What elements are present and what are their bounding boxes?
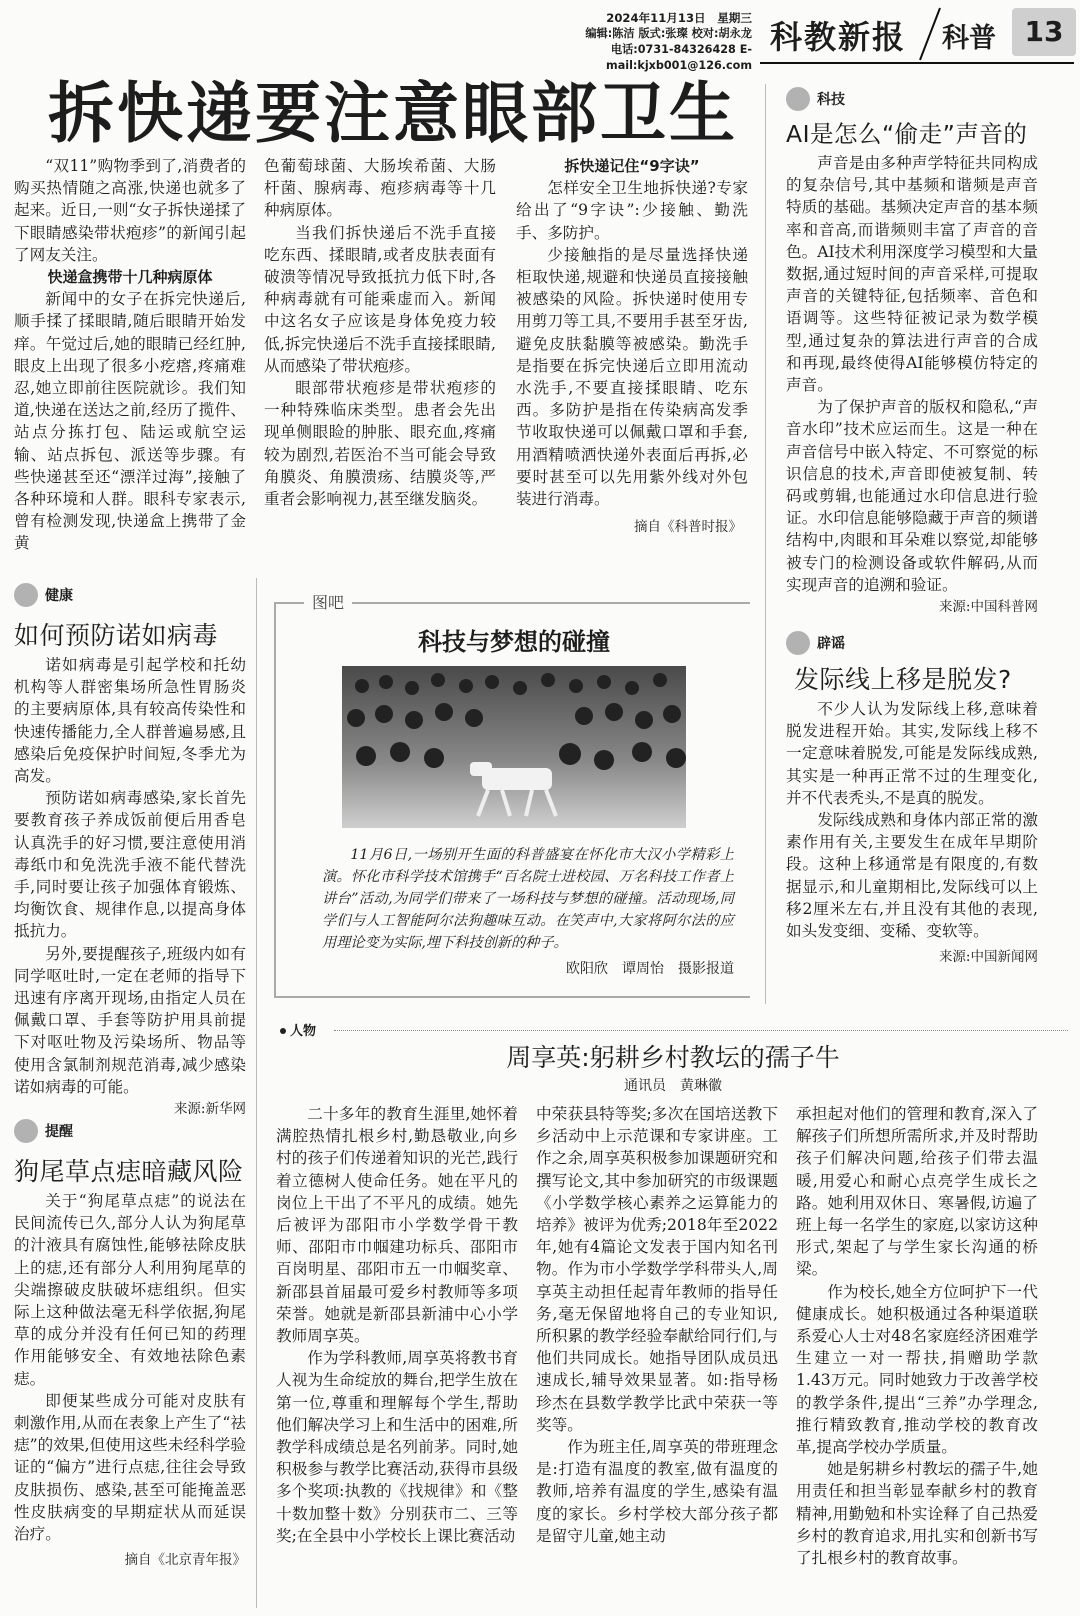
source-credit: 来源:新华网	[173, 1101, 246, 1118]
source-credit: 来源:中国科普网	[938, 599, 1038, 616]
section-tag	[786, 86, 1038, 112]
column-rule	[765, 84, 766, 1004]
lead-col-2	[264, 155, 496, 510]
paragraph: 即便某些成分可能对皮肤有刺激作用,从而在表象上产生了“祛痣”的效果,但使用这些未经科学验证的“偏方”进行点痣,往往会导致皮肤损伤、感染,甚至可能掩盖恶性皮肤病变的早期症状从而延误治疗。	[14, 1391, 246, 1544]
bullet-icon	[14, 1119, 38, 1143]
source-credit: 摘自《北京青年报》	[124, 1552, 246, 1569]
dot-icon	[280, 1028, 286, 1034]
photo-box	[274, 593, 750, 998]
paragraph: 另外,要提醒孩子,班级内如有同学呕吐时,一定在老师的指导下迅速有序离开现场,由指定人员在佩戴口罩、手套等防护用具前提下对呕吐物及污染场所、物品等使用含氯制剂规范消毒,减少感染诺如病毒的可能。	[14, 944, 246, 1096]
editor-credits: 编辑:陈洁 版式:张璨 校对:胡永龙	[585, 27, 752, 40]
photo-caption: 11月6日,一场别开生面的科普盛宴在怀化市大汉小学精彩上演。怀化市科学技术馆携手“百名院士进校园、万名科技工作者上讲台”活动,为同学们带来了一场科技与梦想的碰撞。活动现场,同学们与人工智能阿尔法狗趣味互动。在笑声中,大家将阿尔法的应用理论变为实际,埋下科技创新的种子。	[322, 847, 734, 951]
paragraph: 不少人认为发际线上移,意味着脱发进程开始。其实,发际线上移不一定意味着脱发,可能是发际线成熟,其实是一种再正常不过的生理变化,并不代表秃头,不是真的脱发。	[786, 700, 1038, 807]
section-label: 辟谣	[817, 636, 845, 652]
ai-article	[786, 86, 1038, 618]
article-body	[786, 698, 1038, 942]
profile-title: 周享英:躬耕乡村教坛的孺子牛	[506, 1043, 840, 1072]
profile-col-3	[796, 1103, 1038, 1569]
bullet-icon	[14, 583, 38, 607]
lead-col-1	[14, 155, 246, 555]
hairline-article	[786, 630, 1038, 968]
lead-headline: 拆快递要注意眼部卫生	[48, 75, 738, 152]
lead-col-3	[516, 155, 748, 538]
article-body	[14, 1190, 246, 1545]
paper-name: 科教新报	[770, 18, 907, 56]
paragraph: 为了保护声音的版权和隐私,“声音水印”技术应运而生。这是一种在声音信号中嵌入特定、不可察觉的标识信息的技术,声音即使被复制、转码或剪辑,也能通过水印信息进行验证。水印信息能够隐藏于声音的频谱结构中,肉眼和耳朵难以察觉,却能够被专门的检测设备或软件解码,从而实现声音的追溯和验证。	[786, 398, 1038, 594]
photo-tag: 图吧	[304, 590, 352, 613]
paragraph: 承担起对他们的管理和教育,深入了解孩子们所想所需所求,并及时帮助孩子们解决问题,给孩子们带去温暖,用爱心和耐心点亮学生成长之路。她利用双休日、寒暑假,访遍了班上每一名学生的家庭,以家访这种形式,架起了与学生家长沟通的桥梁。	[796, 1105, 1038, 1279]
section-tag	[786, 630, 1038, 656]
article-title: 狗尾草点痣暗藏风险	[14, 1157, 244, 1186]
section-label: 人物	[290, 1024, 317, 1039]
profile-col-1	[276, 1103, 518, 1547]
article-title: 如何预防诺如病毒	[14, 621, 219, 650]
source-credit: 摘自《科普时报》	[634, 519, 742, 536]
section-label: 提醒	[45, 1124, 73, 1140]
section-label: 科技	[817, 92, 845, 108]
paragraph: 作为班主任,周享英的带班理念是:打造有温度的教室,做有温度的教师,培养有温度的学生,感染有温度的家长。乡村学校大部分孩子都是留守儿童,她主动	[536, 1438, 778, 1545]
photo-credit: 欧阳欣 谭周怡 摄影报道	[566, 961, 734, 977]
article-title: 发际线上移是脱发?	[794, 665, 1012, 694]
paragraph: 中荣获县特等奖;多次在国培送教下乡活动中上示范课和专家讲座。工作之余,周享英积极参加课题研究和撰写论文,其中参加研究的市级课题《小学数学核心素养之运算能力的培养》被评为优秀;2018年至2022年,她有4篇论文发表于国内知名刊物。作为市小学数学学科带头人,周享英主动担任起青年教师的指导任务,毫无保留地将自己的专业知识,所积累的教学经验奉献给同行们,与他们共同成长。她指导团队成员迅速成长,辅导效果显著。如:指导杨珍杰在县数学教学比武中荣获一等奖等。	[536, 1105, 778, 1434]
herb-article	[14, 1118, 246, 1571]
paragraph: “双11”购物季到了,消费者的购买热情随之高涨,快递也就多了起来。近日,一则“女子拆快递揉了下眼睛感染带状疱疹”的新闻引起了网友关注。	[14, 157, 246, 264]
paragraph: 色葡萄球菌、大肠埃希菌、大肠杆菌、腺病毒、疱疹病毒等十几种病原体。	[264, 157, 496, 220]
paragraph: 眼部带状疱疹是带状疱疹的一种特殊临床类型。患者会先出现单侧眼睑的肿胀、眼充血,疼痛较为剧烈,若医治不当可能会导致角膜炎、角膜溃疡、结膜炎等,严重者会影响视力,甚至继发脑炎。	[264, 379, 496, 509]
paragraph: 当我们拆快递后不洗手直接吃东西、揉眼睛,或者皮肤表面有破溃等情况导致抵抗力低下时,各种病毒就有可能乘虚而入。新闻中这名女子应该是身体免疫力较低,拆完快递后不洗手直接揉眼睛,从而感染了带状疱疹。	[264, 223, 496, 375]
bullet-icon	[786, 87, 810, 111]
photo-title: 科技与梦想的碰撞	[418, 628, 610, 656]
paragraph: 预防诺如病毒感染,家长首先要教育孩子养成饭前便后用香皂认真洗手的好习惯,要注意使用消毒纸巾和免洗洗手液不能代替洗手,同时要让孩子加强体育锻炼、均衡饮食、规律作息,以提高身体抵抗力。	[14, 789, 246, 941]
bullet-icon	[786, 631, 810, 655]
section-label: 健康	[45, 588, 73, 604]
subheading: 快递盒携带十几种病原体	[47, 268, 213, 287]
article-body	[786, 152, 1038, 596]
page-number: 13	[1012, 8, 1076, 56]
profile-byline: 通讯员 黄琳徽	[624, 1078, 722, 1094]
section-tag	[14, 1118, 246, 1144]
paragraph: 作为校长,她全方位呵护下一代健康成长。她积极通过各种渠道联系爱心人士对48名家庭经济困难学生建立一对一帮扶,捐赠助学款1.43万元。同时她致力于改善学校的教学条件,提出“三养”办学理念,推行精致教育,推动学校的教育改革,提高学校办学质量。	[796, 1282, 1038, 1457]
profile-col-2	[536, 1103, 778, 1547]
section-name: 科普	[942, 23, 996, 54]
norovirus-article	[14, 582, 246, 1120]
article-title: AI是怎么“偷走”声音的	[786, 120, 1028, 148]
paragraph: 怎样安全卫生地拆快递?专家给出了“9字诀”:少接触、勤洗手、多防护。	[516, 179, 748, 242]
header-meta	[512, 10, 752, 74]
header-slash	[916, 6, 944, 62]
article-body	[14, 654, 246, 1098]
paragraph: 关于“狗尾草点痣”的说法在民间流传已久,部分人认为狗尾草的汁液具有腐蚀性,能够祛除皮肤上的痣,还有部分人利用狗尾草的尖端擦破皮肤破坏痣组织。但实际上这种做法毫无科学依据,狗尾草的成分并没有任何已知的药理作用能够安全、有效地祛除色素痣。	[14, 1192, 246, 1388]
paragraph: 诺如病毒是引起学校和托幼机构等人群密集场所急性胃肠炎的主要病原体,具有较高传染性和快速传播能力,全人群普遍易感,且感染后免疫保护时间短,冬季尤为高发。	[14, 656, 246, 786]
source-credit: 来源:中国新闻网	[938, 949, 1038, 966]
paragraph: 发际线成熟和身体内部正常的激素作用有关,主要发生在成年早期阶段。这种上移通常是有限度的,有数据显示,和儿童期相比,发际线可以上移2厘米左右,并且没有其他的表现,如头发变细、变稀、变软等。	[786, 811, 1038, 941]
header-rule	[760, 62, 1074, 64]
profile-section-divider	[276, 1022, 1070, 1040]
paragraph: 作为学科教师,周享英将教书育人视为生命绽放的舞台,把学生放在第一位,尊重和理解每个学生,帮助他们解决学习上和生活中的困难,所教学科成绩总是名列前茅。同时,她积极参与教学比赛活动,获得市县级多个奖项:执教的《找规律》和《整十数加整十数》分别获市二、三等奖;在全县中小学校长上课比赛活动	[276, 1349, 518, 1545]
subheading: 拆快递记住“9字诀”	[564, 157, 700, 175]
dotted-rule	[334, 1030, 1068, 1031]
paragraph: 二十多年的教育生涯里,她怀着满腔热情扎根乡村,勤恳敬业,向乡村的孩子们传递着知识的光芒,践行着立德树人使命任务。她在平凡的岗位上干出了不平凡的成绩。她先后被评为邵阳市小学数学骨干教师、邵阳市巾帼建功标兵、邵阳市百岗明星、邵阳市五一巾帼奖章、新邵县首届最可爱乡村教师等多项荣誉。她就是新邵县新浦中心小学教师周享英。	[276, 1105, 518, 1346]
contact-info: 电话:0731-84326428 E-mail:kjxb001@126.com	[606, 43, 752, 72]
section-tag	[14, 582, 246, 608]
issue-date: 2024年11月13日 星期三	[606, 11, 752, 25]
paragraph: 新闻中的女子在拆完快递后,顺手揉了揉眼睛,随后眼睛开始发痒。午觉过后,她的眼睛已经红肿,眼皮上出现了很多小疙瘩,疼痛难忍,她立即前往医院就诊。我们知道,快递在送达之前,经历了揽件、站点分拣打包、陆运或航空运输、站点拆包、派送等步骤。有些快递甚至还“漂洋过海”,接触了各种环境和人群。眼科专家表示,曾有检测发现,快递盒上携带了金黄	[14, 290, 246, 553]
column-rule	[256, 578, 257, 1608]
paragraph: 声音是由多种声学特征共同构成的复杂信号,其中基频和谐频是声音特质的基础。基频决定声音的基本频率和音高,而谐频则丰富了声音的音色。AI技术利用深度学习模型和大量数据,通过短时间的声音采样,可提取声音的关键特征,包括频率、音色和语调等。这些特征被记录为数学模型,通过复杂的算法进行声音的合成和再现,最终使得AI能够模仿特定的声音。	[786, 154, 1038, 395]
paragraph: 她是躬耕乡村教坛的孺子牛,她用责任和担当彰显奉献乡村的教育精神,用勤勉和朴实诠释了自己热爱乡村的教育追求,用扎实和创新书写了扎根乡村的教育故事。	[796, 1460, 1038, 1568]
paragraph: 少接触指的是尽量选择快递柜取快递,规避和快递员直接接触被感染的风险。拆快递时使用专用剪刀等工具,不要用手甚至牙齿,避免皮肤黏膜等被感染。勤洗手是指要在拆完快递后立即用流动水洗手,不要直接揉眼睛、吃东西。多防护是指在传染病高发季节收取快递可以佩戴口罩和手套,用酒精喷洒快递外表面后再拆,必要时甚至可以先用紫外线对外包装进行消毒。	[516, 245, 748, 509]
photo-image	[342, 666, 686, 828]
